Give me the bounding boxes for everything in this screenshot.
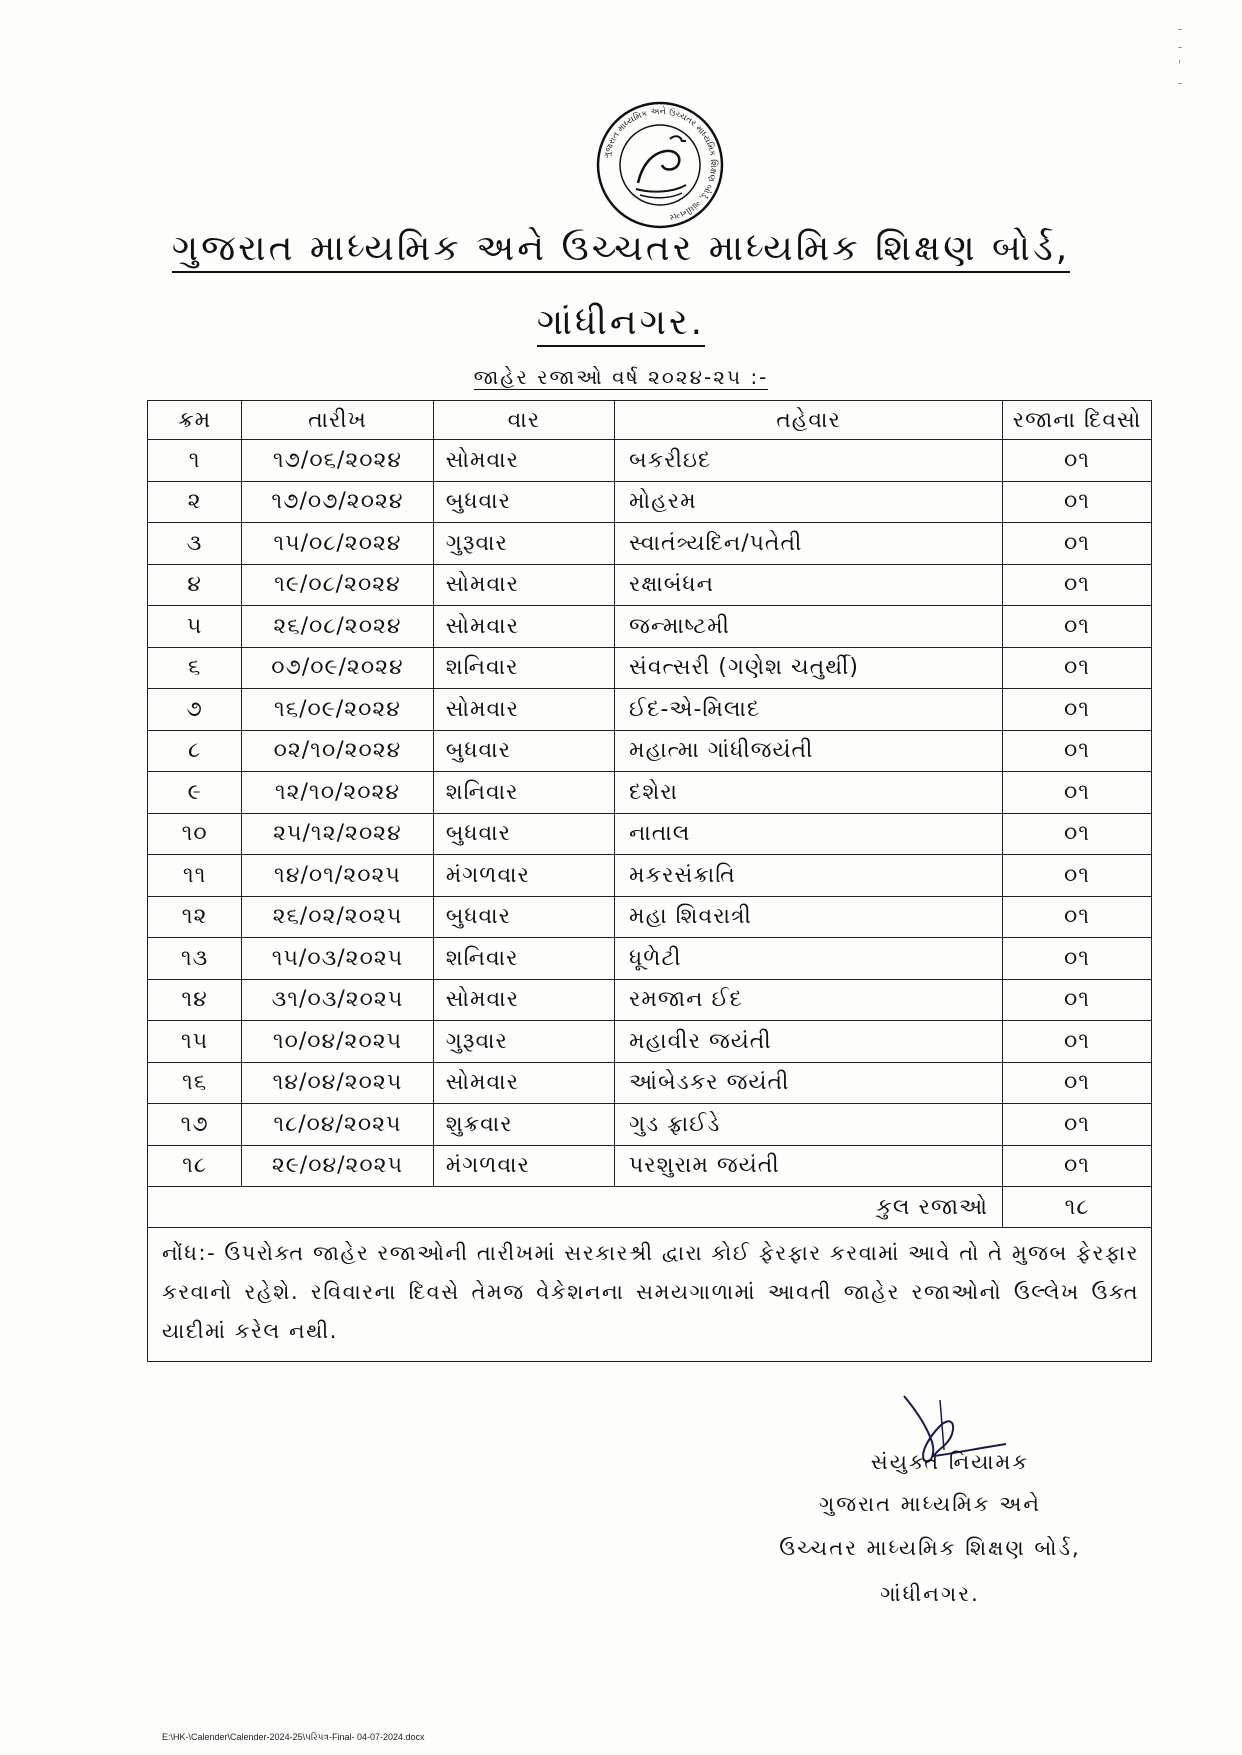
seal-text: ગુજરાત માધ્યમિક અને ઉચ્ચતર માધ્યમિક શિક્ષણ બોર્ડ, ગાંધીનગર: [602, 106, 719, 223]
cell-date: ૧૮/૦૪/૨૦૨૫: [242, 1104, 433, 1146]
cell-days: ૦૧: [1003, 564, 1152, 606]
cell-no: ૧: [148, 440, 242, 482]
cell-day: સોમવાર: [433, 1062, 614, 1104]
table-row: [148, 1145, 1152, 1187]
signatory-org-line3: ગાંધીનગર.: [880, 1582, 980, 1606]
signatory-org-line1: ગુજરાત માધ્યમિક અને: [818, 1492, 1042, 1516]
cell-day: મંગળવાર: [433, 1145, 614, 1187]
cell-day: સોમવાર: [433, 606, 614, 648]
table-row: [148, 647, 1152, 689]
cell-days: ૦૧: [1003, 855, 1152, 897]
cell-days: ૦૧: [1003, 606, 1152, 648]
cell-festival: જન્માષ્ટમી: [615, 606, 1003, 648]
cell-day: શુક્રવાર: [433, 1104, 614, 1146]
table-row: [148, 896, 1152, 938]
cell-festival: ઈદ-એ-મિલાદ: [615, 689, 1003, 731]
table-row: [148, 1104, 1152, 1146]
note-cell: [148, 1228, 1152, 1362]
table-row: [148, 938, 1152, 980]
cell-festival: મોહરમ: [615, 481, 1003, 523]
cell-festival: પરશુરામ જયંતી: [615, 1145, 1003, 1187]
cell-festival: મહા શિવરાત્રી: [615, 896, 1003, 938]
board-title: ગુજરાત માધ્યમિક અને ઉચ્ચતર માધ્યમિક શિક્ષણ બોર્ડ,: [0, 228, 1242, 270]
cell-date: ૨૬/૦૮/૨૦૨૪: [242, 606, 433, 648]
col-header-days: રજાના દિવસો: [1003, 401, 1152, 440]
cell-day: બુધવાર: [433, 730, 614, 772]
cell-festival: રમજાન ઈદ: [615, 979, 1003, 1021]
cell-no: ૫: [148, 606, 242, 648]
table-row: [148, 481, 1152, 523]
cell-day: સોમવાર: [433, 440, 614, 482]
total-row: [148, 1187, 1152, 1228]
cell-festival: ગુડ ફ્રાઈડે: [615, 1104, 1003, 1146]
cell-date: ૧૫/૦૩/૨૦૨૫: [242, 938, 433, 980]
cell-no: ૧૨: [148, 896, 242, 938]
board-city: ગાંધીનગર.: [0, 302, 1242, 344]
table-row: [148, 523, 1152, 565]
cell-day: શનિવાર: [433, 938, 614, 980]
cell-day: બુધવાર: [433, 813, 614, 855]
table-row: [148, 772, 1152, 814]
cell-days: ૦૧: [1003, 772, 1152, 814]
table-row: [148, 855, 1152, 897]
total-label: કુલ રજાઓ: [148, 1187, 1003, 1228]
cell-festival: બકરીઇદ: [615, 440, 1003, 482]
table-row: [148, 564, 1152, 606]
cell-no: ૧૬: [148, 1062, 242, 1104]
cell-date: ૨૬/૦૨/૨૦૨૫: [242, 896, 433, 938]
cell-days: ૦૧: [1003, 647, 1152, 689]
table-row: [148, 440, 1152, 482]
margin-marks: - - ' -: [1178, 22, 1183, 90]
cell-no: ૪: [148, 564, 242, 606]
cell-date: ૧૪/૦૪/૨૦૨૫: [242, 1062, 433, 1104]
cell-no: ૨: [148, 481, 242, 523]
cell-day: મંગળવાર: [433, 855, 614, 897]
cell-days: ૦૧: [1003, 1021, 1152, 1063]
table-row: [148, 1021, 1152, 1063]
cell-day: બુધવાર: [433, 481, 614, 523]
cell-no: ૯: [148, 772, 242, 814]
cell-date: ૨૫/૧૨/૨૦૨૪: [242, 813, 433, 855]
cell-festival: સ્વાતંત્ર્યદિન/પતેતી: [615, 523, 1003, 565]
cell-days: ૦૧: [1003, 1104, 1152, 1146]
cell-festival: આંબેડકર જયંતી: [615, 1062, 1003, 1104]
cell-date: ૧૨/૧૦/૨૦૨૪: [242, 772, 433, 814]
table-row: [148, 730, 1152, 772]
total-value: ૧૮: [1003, 1187, 1152, 1228]
signatory-org-line2: ઉચ્ચતર માધ્યમિક શિક્ષણ બોર્ડ,: [779, 1536, 1081, 1560]
col-header-festival: તહેવાર: [615, 401, 1003, 440]
cell-date: ૧૪/૦૧/૨૦૨૫: [242, 855, 433, 897]
cell-day: સોમવાર: [433, 564, 614, 606]
cell-date: ૧૭/૦૬/૨૦૨૪: [242, 440, 433, 482]
holiday-list-subtitle: જાહેર રજાઓ વર્ષ ૨૦૨૪-૨૫ :-: [473, 365, 769, 389]
cell-no: ૧૪: [148, 979, 242, 1021]
signatory-designation: સંયુક્ત નિયામક: [870, 1450, 1030, 1474]
table-row: [148, 606, 1152, 648]
cell-no: ૭: [148, 689, 242, 731]
cell-day: ગુરૂવાર: [433, 1021, 614, 1063]
cell-days: ૦૧: [1003, 896, 1152, 938]
cell-day: શનિવાર: [433, 772, 614, 814]
cell-festival: દશેરા: [615, 772, 1003, 814]
cell-days: ૦૧: [1003, 979, 1152, 1021]
cell-no: ૮: [148, 730, 242, 772]
holiday-table: [147, 400, 1152, 1362]
cell-no: ૩: [148, 523, 242, 565]
cell-date: ૧૦/૦૪/૨૦૨૫: [242, 1021, 433, 1063]
cell-days: ૦૧: [1003, 689, 1152, 731]
cell-day: બુધવાર: [433, 896, 614, 938]
cell-days: ૦૧: [1003, 813, 1152, 855]
cell-date: ૩૧/૦૩/૨૦૨૫: [242, 979, 433, 1021]
table-header-row: [148, 401, 1152, 440]
cell-days: ૦૧: [1003, 523, 1152, 565]
table-row: [148, 813, 1152, 855]
file-path-footer: E:\HK-\Calender\Calender-2024-25\પરિપત્ર-Final- 04-07-2024.docx: [162, 1732, 425, 1742]
cell-festival: મહાત્મા ગાંધીજયંતી: [615, 730, 1003, 772]
cell-day: શનિવાર: [433, 647, 614, 689]
col-header-date: તારીખ: [242, 401, 433, 440]
col-header-no: ક્રમ: [148, 401, 242, 440]
cell-days: ૦૧: [1003, 730, 1152, 772]
board-seal-logo: [590, 95, 730, 235]
cell-festival: સંવત્સરી (ગણેશ ચતુર્થી): [615, 647, 1003, 689]
cell-festival: નાતાલ: [615, 813, 1003, 855]
cell-date: ૧૯/૦૮/૨૦૨૪: [242, 564, 433, 606]
col-header-day: વાર: [433, 401, 614, 440]
cell-date: ૨૯/૦૪/૨૦૨૫: [242, 1145, 433, 1187]
cell-date: ૧૫/૦૮/૨૦૨૪: [242, 523, 433, 565]
cell-days: ૦૧: [1003, 440, 1152, 482]
cell-day: ગુરૂવાર: [433, 523, 614, 565]
cell-no: ૧૭: [148, 1104, 242, 1146]
cell-days: ૦૧: [1003, 938, 1152, 980]
cell-date: ૧૬/૦૯/૨૦૨૪: [242, 689, 433, 731]
cell-day: સોમવાર: [433, 689, 614, 731]
cell-no: ૬: [148, 647, 242, 689]
table-row: [148, 1062, 1152, 1104]
note-text: ઉપરોક્ત જાહેર રજાઓની તારીખમાં સરકારશ્રી દ્વારા કોઈ ફેરફાર કરવામાં આવે તો તે મુજબ ફેરફાર કરવાનો રહેશે. રવિવારના દિવસે તેમજ વેકેશનના સમયગાળામાં આવતી જાહેર રજાઓનો ઉલ્લેખ ઉક્ત યાદીમાં કરેલ નથી.: [162, 1241, 1139, 1343]
cell-festival: મહાવીર જયંતી: [615, 1021, 1003, 1063]
cell-no: ૧૫: [148, 1021, 242, 1063]
cell-date: ૦૭/૦૯/૨૦૨૪: [242, 647, 433, 689]
cell-day: સોમવાર: [433, 979, 614, 1021]
cell-days: ૦૧: [1003, 481, 1152, 523]
cell-no: ૧૦: [148, 813, 242, 855]
cell-no: ૧૩: [148, 938, 242, 980]
cell-no: ૧૮: [148, 1145, 242, 1187]
cell-days: ૦૧: [1003, 1145, 1152, 1187]
cell-no: ૧૧: [148, 855, 242, 897]
cell-date: ૧૭/૦૭/૨૦૨૪: [242, 481, 433, 523]
table-row: [148, 689, 1152, 731]
cell-festival: રક્ષાબંધન: [615, 564, 1003, 606]
cell-days: ૦૧: [1003, 1062, 1152, 1104]
note-label: નોંધ:-: [162, 1241, 217, 1265]
cell-date: ૦૨/૧૦/૨૦૨૪: [242, 730, 433, 772]
note-row: [148, 1228, 1152, 1362]
cell-festival: મકરસંક્રાતિ: [615, 855, 1003, 897]
table-row: [148, 979, 1152, 1021]
cell-festival: ધૂળેટી: [615, 938, 1003, 980]
holiday-rows: [148, 440, 1152, 1187]
